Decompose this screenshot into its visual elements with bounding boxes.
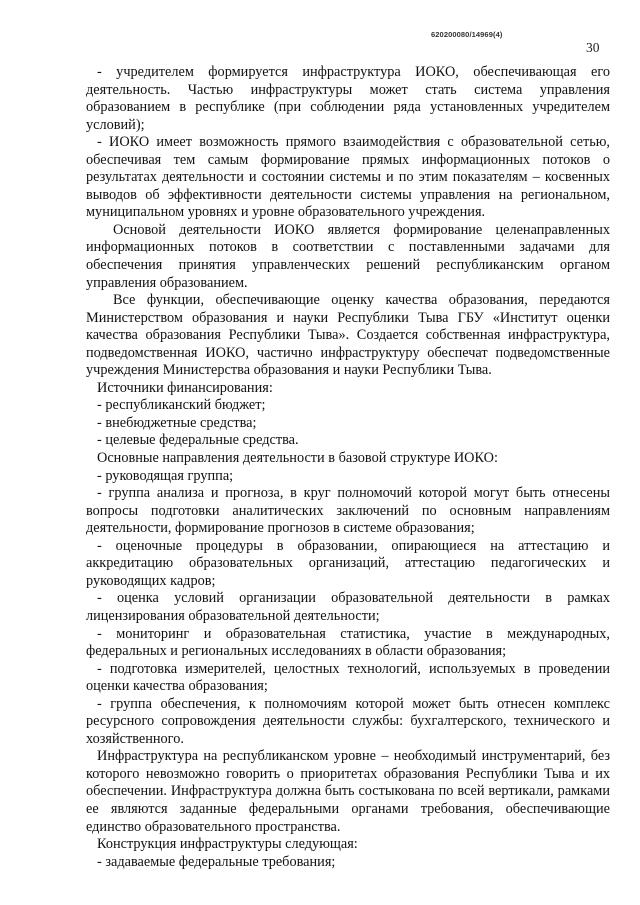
- paragraph: Источники финансирования:: [97, 379, 273, 396]
- paragraph: - мониторинг и образовательная статистика, участие в международных, федеральных и региональных исследованиях в области образования;: [86, 625, 610, 660]
- paragraph: - республиканский бюджет;: [97, 397, 266, 414]
- paragraph: - целевые федеральные средства.: [97, 432, 299, 449]
- paragraph: Основные направления деятельности в базовой структуре ИОКО:: [97, 450, 498, 467]
- paragraph: Основой деятельности ИОКО является формирование целенаправленных информационных потоков в соответствии с поставленными задачами для обеспечения принятия управленческих решений республиканским органом управления образованием.: [86, 221, 610, 291]
- paragraph: - группа обеспечения, к полномочиям которой может быть отнесен комплекс ресурсного сопровождения деятельности службы: бухгалтерского, технического и хозяйственного.: [86, 695, 610, 747]
- paragraph: Инфраструктура на республиканском уровне – необходимый инструментарий, без которого невозможно говорить о приоритетах образования Республики Тыва и их обеспечении. Инфраструктура должна быть состыкована по всей вертикали, рамками ее являются заданные федеральными органами требования, обеспечивающие единство образовательного пространства.: [86, 748, 610, 835]
- paragraph: - учредителем формируется инфраструктура ИОКО, обеспечивающая его деятельность. Частью инфраструктуры может стать система управления образованием в республике (при соблюдении ряда установленных учредителем условий);: [86, 64, 610, 133]
- page-number: 30: [586, 40, 600, 55]
- paragraph: - оценка условий организации образовательной деятельности в рамках лицензирования образовательной деятельности;: [86, 590, 610, 624]
- paragraph: Все функции, обеспечивающие оценку качества образования, передаются Министерством образования и науки Республики Тыва ГБУ «Институт оценки качества образования Республики Тыва». Создается собственная инфраструктура, подведомственная ИОКО, частично инфраструктуру обеспечат подведомственные учреждения Министерства образования и науки Республики Тыва.: [86, 292, 610, 379]
- paragraph: - ИОКО имеет возможность прямого взаимодействия с образовательной сетью, обеспечивая тем самым формирование прямых информационных потоков о результатах деятельности и состоянии системы и по этим показателям – косвенных выводов об эффективности деятельности системы управления на региональном, муниципальном уровнях и уровне образовательного учреждения.: [86, 134, 610, 221]
- paragraph: - руководящая группа;: [97, 467, 234, 484]
- paragraph: - задаваемые федеральные требования;: [97, 853, 336, 870]
- paragraph: - внебюджетные средства;: [97, 414, 257, 431]
- paragraph: Конструкция инфраструктуры следующая:: [97, 836, 358, 853]
- paragraph: - группа анализа и прогноза, в круг полномочий которой могут быть отнесены вопросы подготовки аналитических заключений по основным направлениям деятельности, формирование прогнозов в системе образования;: [86, 485, 610, 537]
- document-id: 620200080/14969(4): [431, 30, 503, 39]
- paragraph: - оценочные процедуры в образовании, опирающиеся на аттестацию и аккредитацию образовательных организаций, аттестацию педагогических и руководящих кадров;: [86, 537, 610, 589]
- document-body: [86, 64, 610, 871]
- paragraph: - подготовка измерителей, целостных технологий, используемых в проведении оценки качества образования;: [86, 660, 610, 695]
